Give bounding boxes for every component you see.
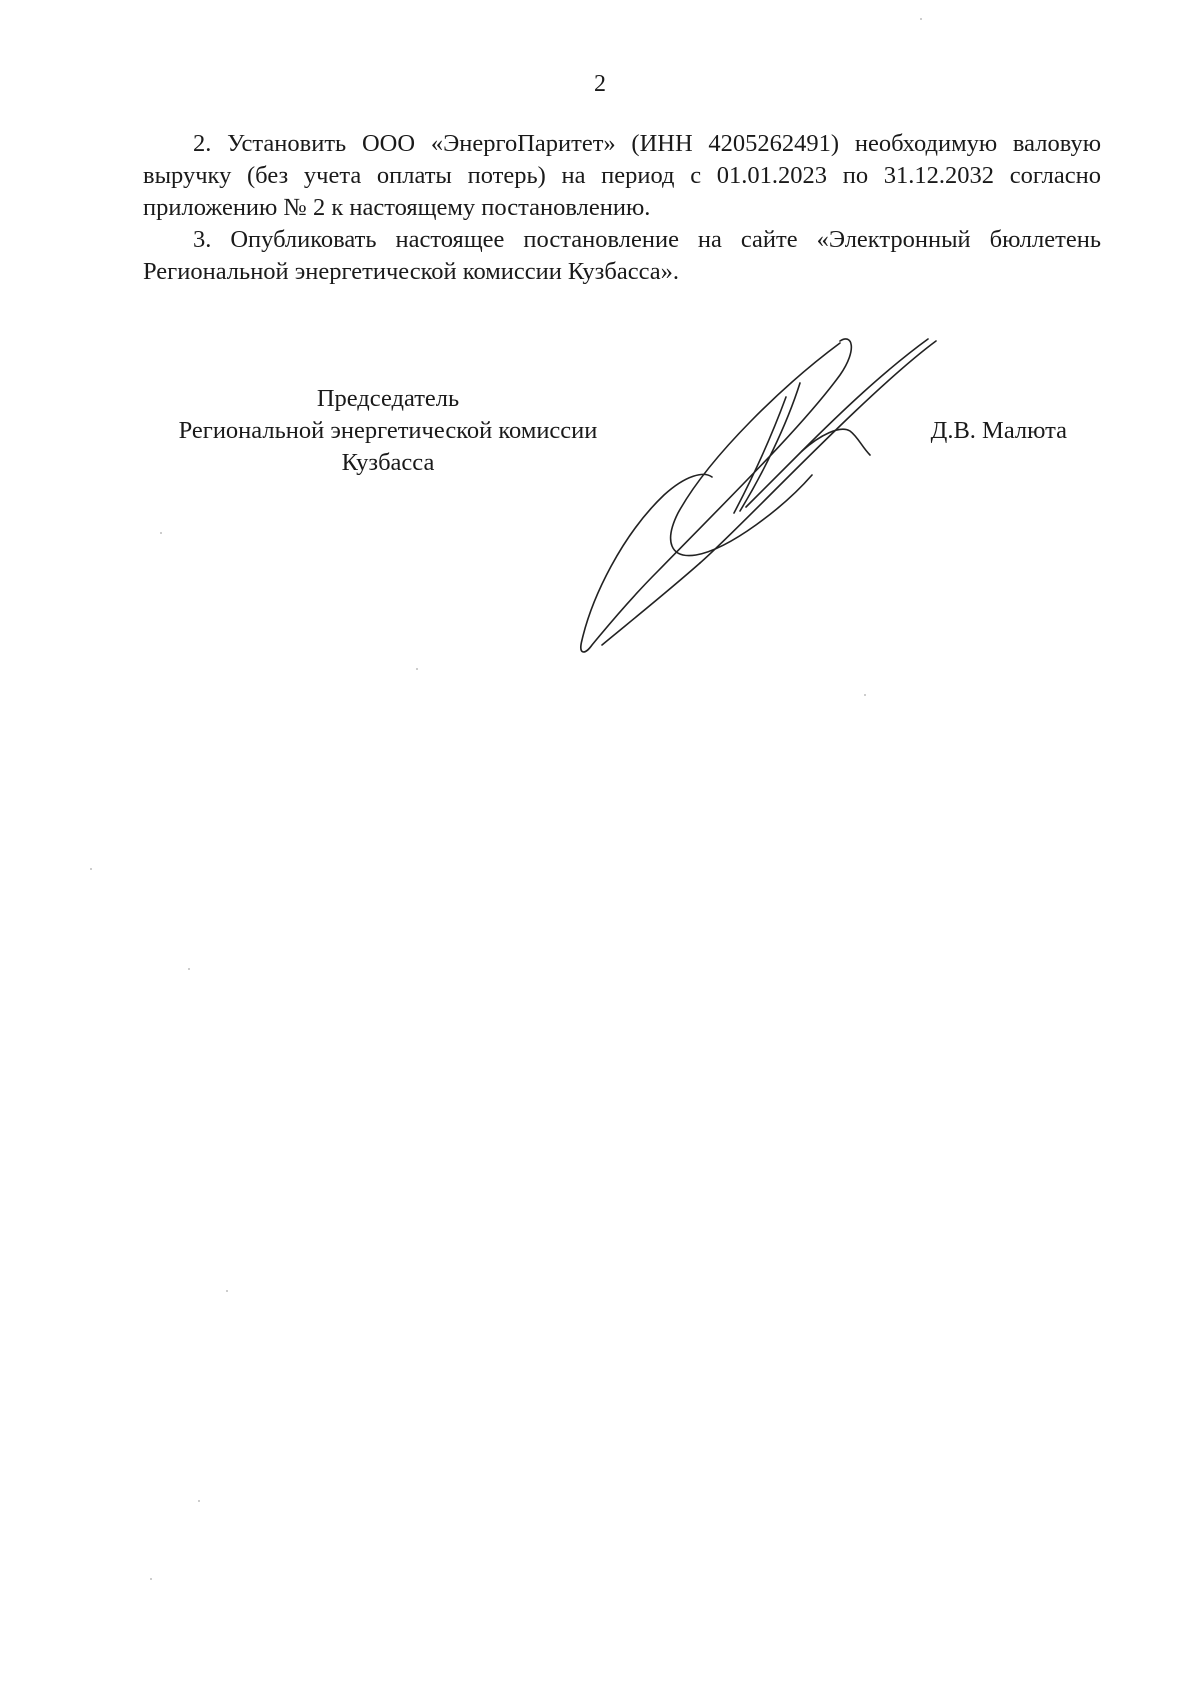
paragraph-2: 2. Установить ООО «ЭнергоПаритет» (ИНН 4205262491) необходимую валовую выручку (без учета оплаты потерь) на период с 01.01.2023 по 31.12.2032 согласно приложению № 2 к настоящему постановлению.	[143, 130, 1101, 221]
page-number: 2	[594, 71, 606, 97]
signatory-title-line: Региональной энергетической комиссии	[178, 417, 598, 444]
signatory-name: Д.В. Малюта	[930, 417, 1067, 444]
signatory-title-line: Кузбасса	[341, 449, 435, 476]
signatory-title-line: Председатель	[316, 385, 460, 412]
scan-speck	[150, 1578, 152, 1580]
handwritten-signature	[540, 335, 960, 670]
scan-speck	[160, 532, 162, 534]
scan-speck	[90, 868, 92, 870]
scan-speck	[920, 18, 922, 20]
paragraph-3: 3. Опубликовать настоящее постановление на сайте «Электронный бюллетень Региональной энергетической комиссии Кузбасса».	[143, 226, 1101, 285]
scan-speck	[226, 1290, 228, 1292]
scan-speck	[864, 694, 866, 696]
scan-speck	[188, 968, 190, 970]
scan-speck	[416, 668, 418, 670]
document-body	[143, 128, 1101, 288]
scan-speck	[198, 1500, 200, 1502]
